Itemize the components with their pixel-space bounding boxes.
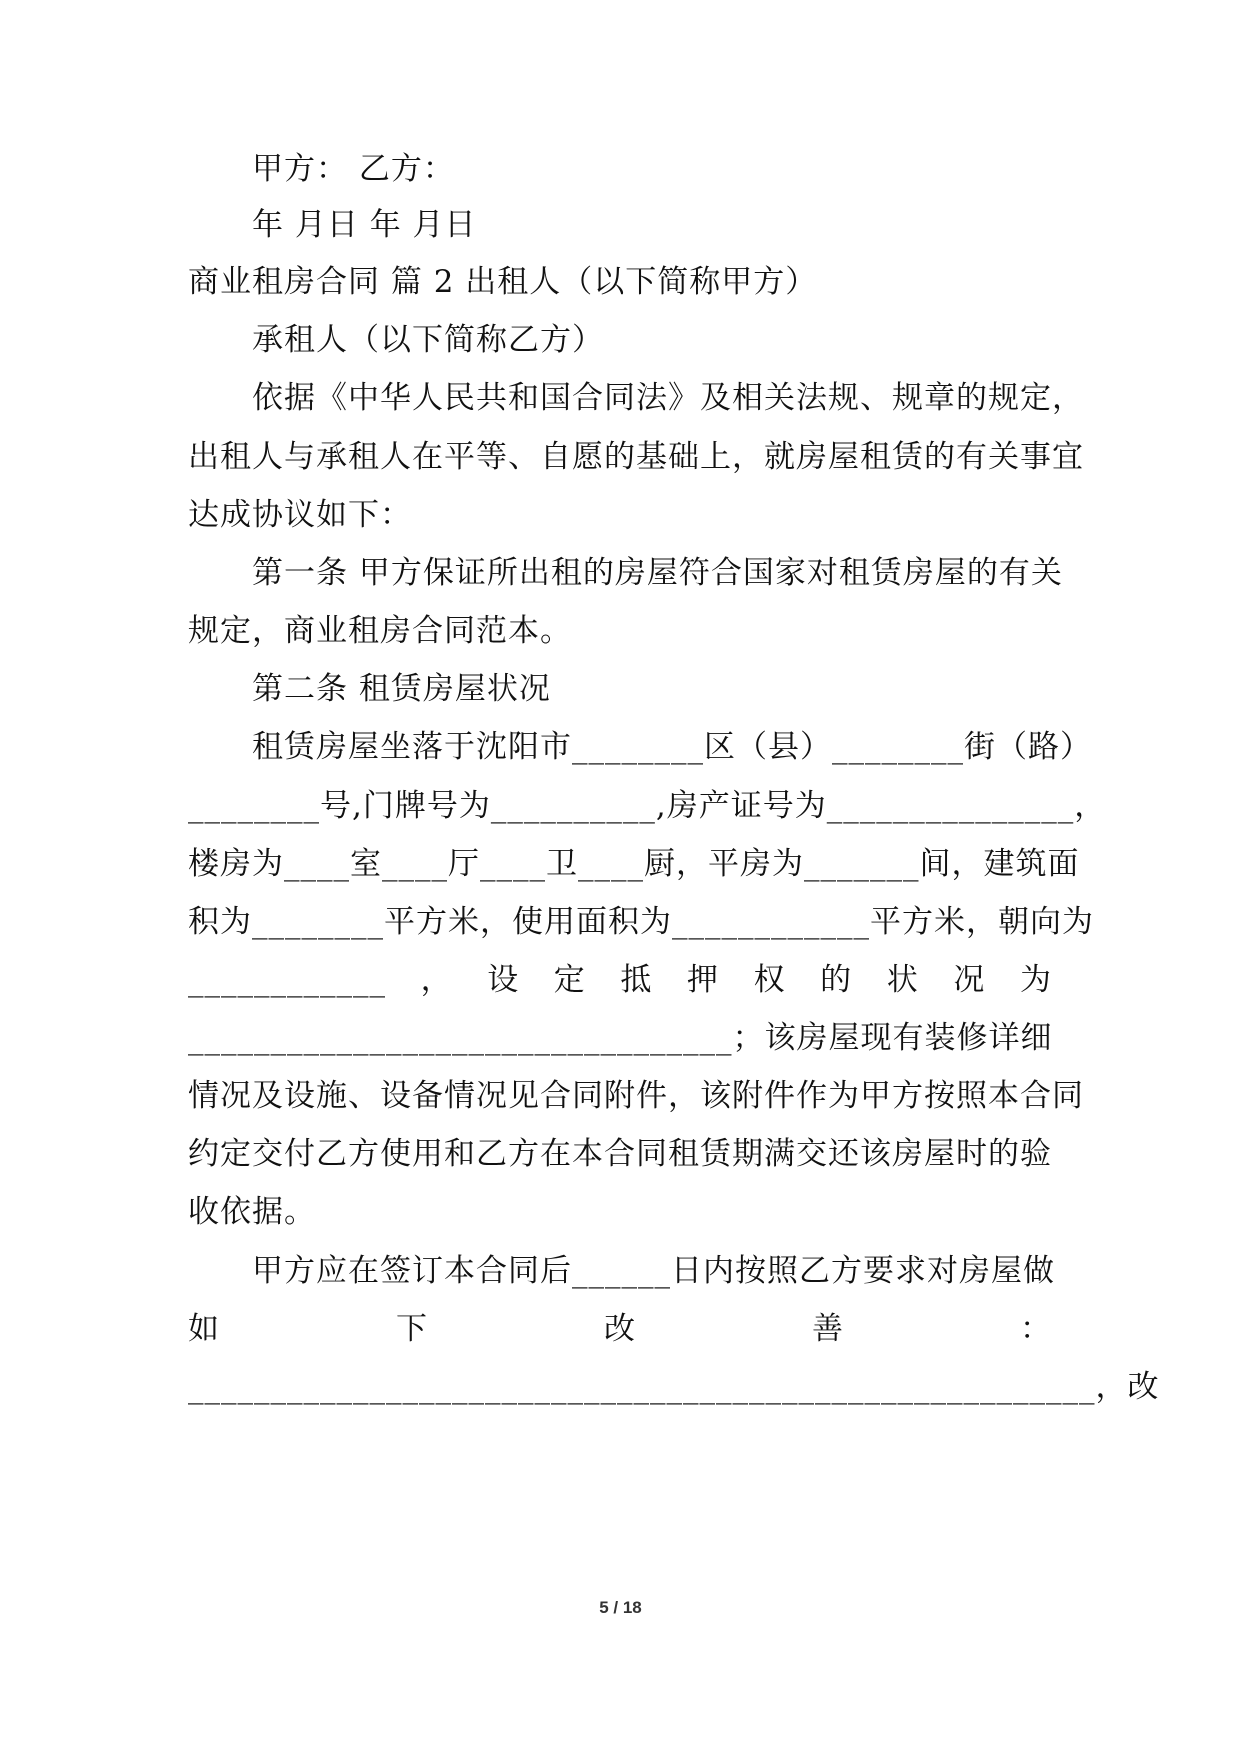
paragraph-line: 租赁房屋坐落于沈阳市________区（县）________街（路） — [252, 729, 1092, 765]
article-2-heading: 第二条 租赁房屋状况 — [252, 671, 551, 707]
justified-line — [188, 960, 1052, 1000]
signature-parties-line: 甲方： 乙方： — [252, 151, 455, 187]
justified-line — [188, 1309, 1052, 1349]
justified-char: 权 — [753, 962, 786, 998]
justified-char: 定 — [553, 962, 586, 998]
paragraph-line: 出租人与承租人在平等、自愿的基础上，就房屋租赁的有关事宜 — [188, 439, 1084, 475]
contract-heading-line: 商业租房合同 篇 2 出租人（以下简称甲方） — [188, 264, 818, 300]
justified-char: 善 — [812, 1311, 844, 1347]
justified-char: 状 — [886, 962, 919, 998]
article-1-line: 第一条 甲方保证所出租的房屋符合国家对租赁房屋的有关 — [252, 555, 1063, 591]
paragraph-line: _______________________________________________________，改 — [188, 1369, 1160, 1405]
paragraph-line: 收依据。 — [188, 1194, 316, 1230]
paragraph-line: 楼房为____室____厅____卫____厨，平房为_______间，建筑面 — [188, 846, 1080, 882]
paragraph-line: _________________________________；该房屋现有装修详细 — [188, 1020, 1053, 1056]
justified-char: 如 — [188, 1311, 220, 1347]
fill-blank: ____________ — [188, 962, 386, 998]
justified-char: 抵 — [620, 962, 653, 998]
justified-char: 押 — [686, 962, 719, 998]
paragraph-line: 规定，商业租房合同范本。 — [188, 613, 572, 649]
signature-date-line: 年 月日 年 月日 — [252, 207, 477, 243]
paragraph-line: ________号,门牌号为__________,房产证号为_______________， — [188, 788, 1107, 824]
justified-char: 改 — [604, 1311, 636, 1347]
paragraph-line: 情况及设施、设备情况见合同附件，该附件作为甲方按照本合同 — [188, 1078, 1084, 1114]
paragraph-line: 约定交付乙方使用和乙方在本合同租赁期满交还该房屋时的验 — [188, 1136, 1052, 1172]
justified-char: 设 — [487, 962, 520, 998]
lessee-line: 承租人（以下简称乙方） — [252, 322, 604, 358]
paragraph-line: 依据《中华人民共和国合同法》及相关法规、规章的规定， — [252, 380, 1084, 416]
justified-char: 的 — [820, 962, 853, 998]
page-number: 5 / 18 — [599, 1598, 642, 1617]
justified-char: ： — [1020, 1311, 1052, 1347]
justified-char: ， — [420, 962, 453, 998]
justified-char: 况 — [953, 962, 986, 998]
justified-char: 为 — [1019, 962, 1052, 998]
paragraph-line: 甲方应在签订本合同后______日内按照乙方要求对房屋做 — [252, 1253, 1055, 1289]
justified-char: 下 — [396, 1311, 428, 1347]
paragraph-line: 达成协议如下： — [188, 497, 412, 533]
paragraph-line: 积为________平方米，使用面积为____________平方米，朝向为 — [188, 904, 1094, 940]
